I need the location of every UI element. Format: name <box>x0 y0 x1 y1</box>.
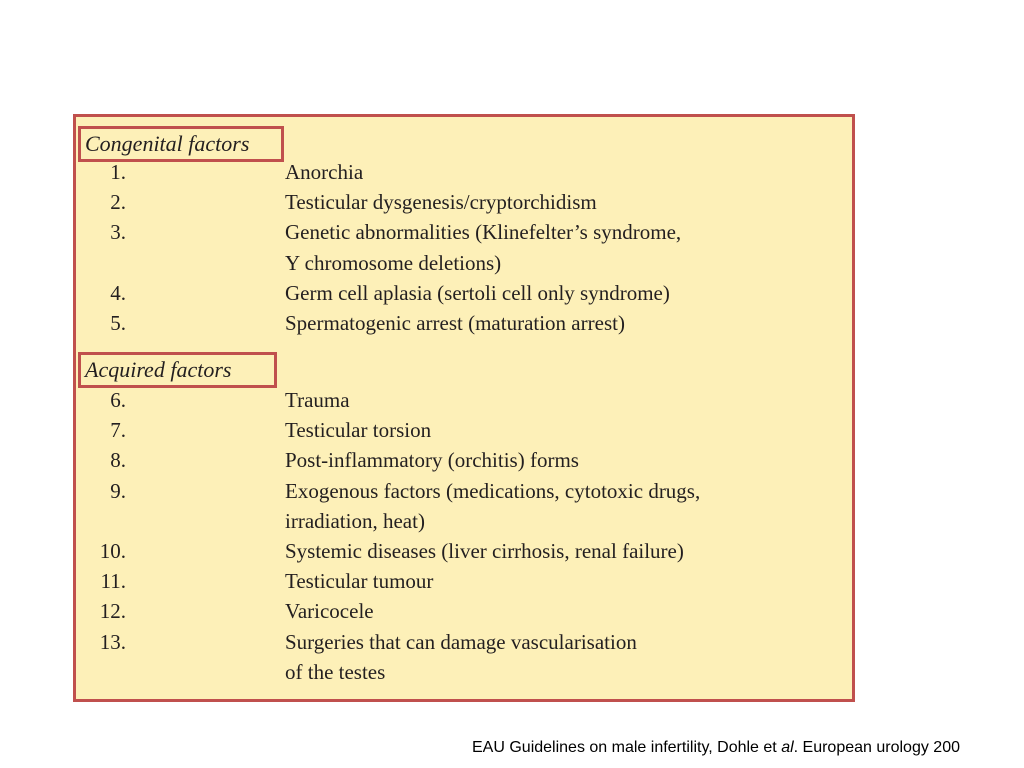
item-text: Germ cell aplasia (sertoli cell only syndrome) <box>285 280 670 305</box>
citation-text-end: . European urology 200 <box>793 739 960 756</box>
item-number: 10. <box>99 539 126 563</box>
list-item-continuation <box>76 657 836 687</box>
item-text: irradiation, heat) <box>285 508 425 533</box>
item-text: Genetic abnormalities (Klinefelter’s syndrome, <box>285 220 682 245</box>
infertility-factors-table <box>73 114 855 702</box>
item-number: 2. <box>110 190 126 215</box>
list-item <box>76 385 836 415</box>
item-number: 13. <box>99 629 126 654</box>
item-text: Y chromosome deletions) <box>285 250 502 275</box>
list-item <box>76 415 836 445</box>
item-text: Spermatogenic arrest (maturation arrest) <box>285 311 625 335</box>
congenital-factors-heading: Congenital factors <box>78 126 284 162</box>
item-number: 6. <box>110 388 126 412</box>
item-text: Surgeries that can damage vascularisation <box>285 629 637 654</box>
list-item <box>76 187 836 217</box>
item-number: 1. <box>110 160 126 184</box>
item-text: Testicular tumour <box>285 569 434 594</box>
item-number: 9. <box>110 478 126 503</box>
list-item-continuation <box>76 506 836 536</box>
item-number: 12. <box>99 599 126 624</box>
citation-text: EAU Guidelines on male infertility, Dohle et <box>472 739 782 756</box>
item-text: Testicular dysgenesis/cryptorchidism <box>285 190 597 215</box>
item-text: Varicocele <box>285 599 374 624</box>
list-item <box>76 278 836 308</box>
list-item <box>76 536 836 566</box>
item-text: Testicular torsion <box>285 418 432 443</box>
item-text: of the testes <box>285 659 386 684</box>
list-item <box>76 566 836 596</box>
item-number: 8. <box>110 448 126 473</box>
list-item <box>76 627 836 657</box>
list-item <box>76 308 836 338</box>
item-number: 7. <box>110 418 126 443</box>
citation <box>472 736 1024 760</box>
citation-italic: al <box>781 739 794 756</box>
item-text: Exogenous factors (medications, cytotoxic drugs, <box>285 478 701 503</box>
item-number: 3. <box>110 220 126 245</box>
item-number: 4. <box>110 280 126 305</box>
list-item <box>76 445 836 475</box>
acquired-factors-heading: Acquired factors <box>78 352 277 388</box>
list-item <box>76 596 836 626</box>
item-text: Systemic diseases (liver cirrhosis, renal failure) <box>285 539 684 563</box>
item-number: 5. <box>110 311 126 335</box>
item-text: Anorchia <box>285 160 364 184</box>
item-number: 11. <box>100 569 126 594</box>
item-text: Post-inflammatory (orchitis) forms <box>285 448 579 473</box>
list-item <box>76 157 836 187</box>
list-item <box>76 476 836 506</box>
item-text: Trauma <box>285 388 350 412</box>
list-item-continuation <box>76 248 836 278</box>
list-item <box>76 217 836 247</box>
